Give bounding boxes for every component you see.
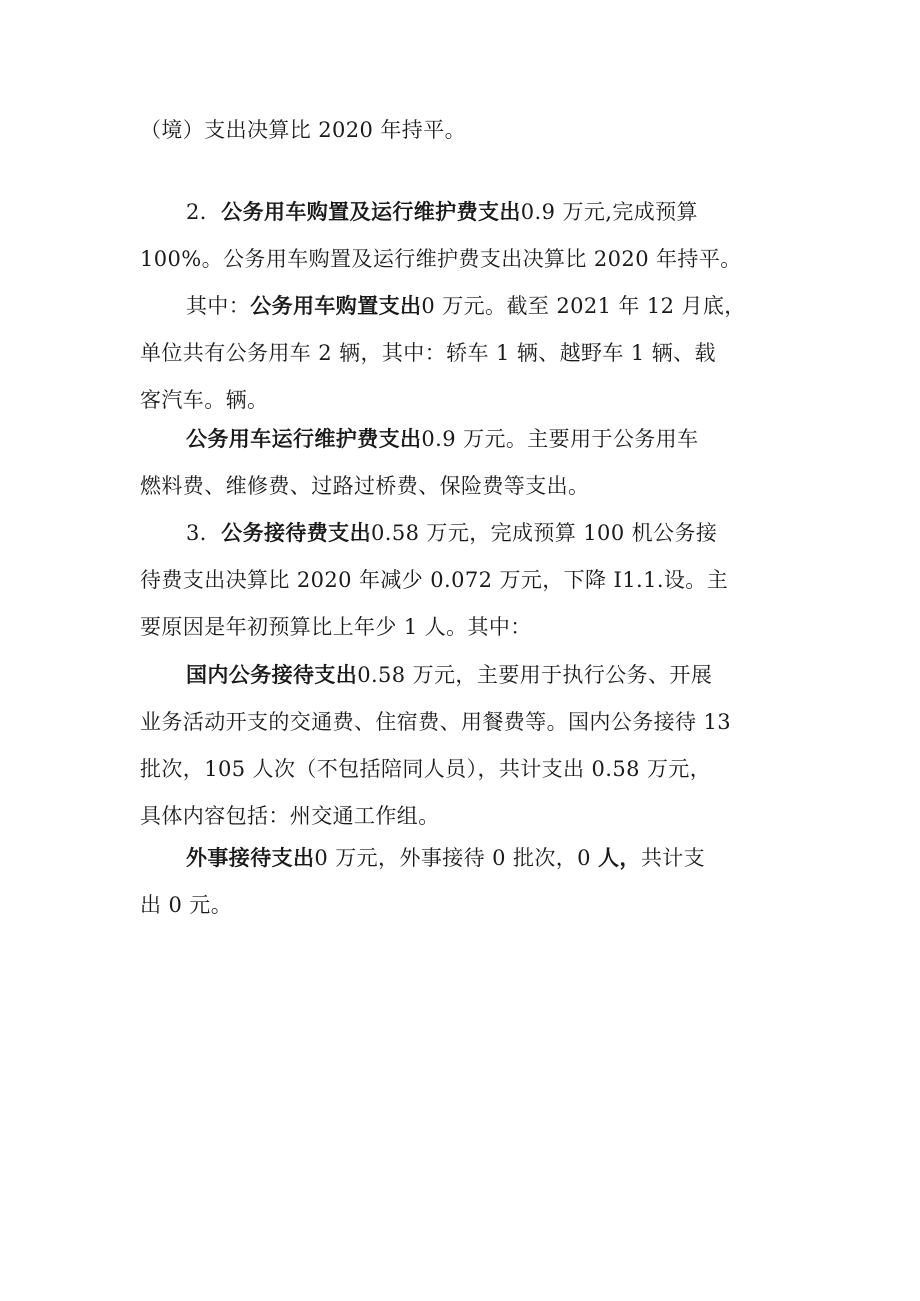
- bold-text: 人，: [598, 846, 641, 870]
- text-line: [140, 189, 790, 236]
- text-line: [140, 557, 790, 604]
- text-segment: 0.58 万元，完成预算 100 机公务接: [370, 521, 718, 545]
- text-line: [140, 107, 790, 154]
- paragraph-vehicle-expenses: [140, 189, 790, 283]
- text-line: [140, 510, 790, 557]
- text-line: [140, 882, 790, 929]
- text-segment: 0.58 万元，主要用于执行公务、开展: [357, 663, 713, 687]
- text-line: [140, 835, 790, 882]
- bold-heading: 公务接待费支出: [221, 521, 371, 545]
- text-line: [140, 604, 790, 651]
- bold-heading: 公务用车购置支出: [250, 294, 422, 318]
- bold-heading: 外事接待支出: [186, 846, 315, 870]
- text-line: [140, 236, 790, 283]
- text-segment: 待费支出决算比 2020 年减少 0.072 万元，下降 I1.1.设。主: [140, 568, 729, 592]
- text-segment: 客汽车。辆。: [140, 388, 269, 412]
- list-number: 2．: [186, 200, 222, 224]
- text-line: [140, 652, 790, 699]
- paragraph-foreign-reception: [140, 835, 790, 929]
- text-line: [140, 699, 790, 746]
- paragraph-vehicle-purchase: [140, 283, 790, 424]
- text-segment: 100%。公务用车购置及运行维护费支出决算比 2020 年持平。: [140, 247, 742, 271]
- paragraph-continuation: [140, 107, 790, 154]
- text-segment: 0 万元，外事接待 0 批次，0: [314, 846, 598, 870]
- text-segment: 0.9 万元。主要用于公务用车: [421, 427, 699, 451]
- text-segment: 批次，105 人次（不包括陪同人员），共计支出 0.58 万元，: [140, 757, 712, 781]
- text-line: [140, 416, 790, 463]
- paragraph-reception-expenses: [140, 510, 790, 651]
- bold-heading: 公务用车购置及运行维护费支出: [221, 200, 521, 224]
- bold-heading: 国内公务接待支出: [186, 663, 358, 687]
- text-segment: 业务活动开支的交通费、住宿费、用餐费等。国内公务接待 13: [140, 710, 731, 734]
- list-number: 3．: [186, 521, 222, 545]
- text-segment: 0.9 万元,完成预算: [520, 200, 698, 224]
- text-segment: 0 万元。截至 2021 年 12 月底，: [421, 294, 746, 318]
- text-segment: （境）支出决算比 2020 年持平。: [140, 118, 466, 142]
- text-segment: 要原因是年初预算比上年少 1 人。其中：: [140, 615, 532, 639]
- text-segment: 出 0 元。: [140, 893, 233, 917]
- text-line: [140, 793, 790, 840]
- text-line: [140, 463, 790, 510]
- text-segment: 共计支: [640, 846, 706, 870]
- text-line: [140, 330, 790, 377]
- text-line: [140, 746, 790, 793]
- text-segment: 单位共有公务用车 2 辆，其中：轿车 1 辆、越野车 1 辆、载: [140, 341, 716, 365]
- text-segment: 燃料费、维修费、过路过桥费、保险费等支出。: [140, 474, 590, 498]
- text-segment: 其中：: [186, 294, 251, 318]
- paragraph-vehicle-operation: [140, 416, 790, 510]
- bold-heading: 公务用车运行维护费支出: [186, 427, 422, 451]
- paragraph-domestic-reception: [140, 652, 790, 840]
- text-line: [140, 283, 790, 330]
- text-segment: 具体内容包括：州交通工作组。: [140, 804, 440, 828]
